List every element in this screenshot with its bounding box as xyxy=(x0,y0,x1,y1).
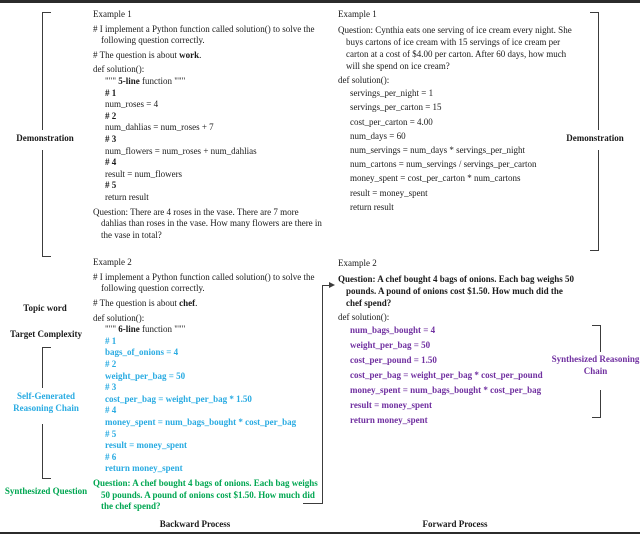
topic-suffix: . xyxy=(195,298,198,309)
code-line: return money_spent xyxy=(350,415,428,426)
demonstration-label-right: Demonstration xyxy=(551,133,639,145)
docstring-line xyxy=(93,324,323,336)
question-text: Question: A chef bought 4 bags of onions. Each bag weighs 50 pounds. A pound of onions cost $1.50. How much did the chef spend? xyxy=(338,273,575,308)
topic-comment xyxy=(93,298,323,310)
code-line: result = money_spent xyxy=(350,187,428,198)
code-line: cost_per_carton = 4.00 xyxy=(350,116,433,127)
forward-example-1 xyxy=(338,9,576,214)
bracket-synthesized-chain-right-lower xyxy=(592,390,601,418)
bracket-demonstration-right-upper xyxy=(590,12,599,130)
example-title: Example 1 xyxy=(338,9,377,19)
bracket-synthesized-chain-right-upper xyxy=(592,325,601,352)
code-line: num_cartons = num_servings / servings_per_carton xyxy=(350,159,537,170)
bracket-demonstration-left-upper xyxy=(42,12,51,130)
code-line: num_days = 60 xyxy=(350,130,406,141)
synthesized-reasoning-chain-label: Synthesized Reasoning Chain xyxy=(551,354,640,376)
topic-prefix: # The question is about xyxy=(93,49,180,60)
code-line: result = num_flowers xyxy=(105,168,183,179)
backward-example-2 xyxy=(93,257,323,512)
bracket-demonstration-right-lower xyxy=(590,150,599,251)
topic-word: work xyxy=(179,49,200,60)
code-line: servings_per_carton = 15 xyxy=(350,102,442,113)
question-text: Question: Cynthia eats one serving of ice cream every night. She buys cartons of ice cream with 15 servings of ice cream per carton at a cost of $4.00 per carton. After 60 days, how much will she spend on ice cream? xyxy=(338,24,572,71)
code-line: num_flowers = num_roses + num_dahlias xyxy=(105,145,257,156)
docstring-open: """ xyxy=(105,75,119,86)
code-line: weight_per_bag = 50 xyxy=(350,340,431,351)
def-solution-line: def solution(): xyxy=(93,64,145,75)
connector-line-vertical xyxy=(322,285,323,504)
code-line: servings_per_night = 1 xyxy=(350,88,434,99)
code-line: num_roses = 4 xyxy=(105,99,159,110)
code-line: # 2 xyxy=(105,110,117,121)
def-solution-line: def solution(): xyxy=(93,312,145,323)
code-line: cost_per_bag = weight_per_bag * cost_per_pound xyxy=(350,370,543,381)
synthesized-question-label: Synthesized Question xyxy=(1,486,91,498)
code-line: num_servings = num_days * servings_per_night xyxy=(350,145,526,155)
self-generated-reasoning-chain-code xyxy=(93,336,323,475)
line-count: 6-line xyxy=(118,324,140,335)
code-line: # 1 xyxy=(105,87,117,98)
code-line: cost_per_bag = weight_per_bag * 1.50 xyxy=(105,393,252,404)
code-line: # 5 xyxy=(105,428,117,439)
target-complexity-label: Target Complexity xyxy=(0,329,92,341)
topic-suffix: . xyxy=(199,49,202,60)
forward-example-2 xyxy=(338,258,576,428)
code-line: # 5 xyxy=(105,180,117,191)
bracket-reasoning-chain-left-lower xyxy=(42,424,51,479)
self-generated-reasoning-chain-label: Self-Generated Reasoning Chain xyxy=(0,391,92,414)
code-line: num_dahlias = num_roses + 7 xyxy=(105,122,214,133)
code-line: return result xyxy=(105,191,149,202)
topic-word-label: Topic word xyxy=(1,303,89,315)
code-line: # 4 xyxy=(105,157,117,168)
code-line: cost_per_pound = 1.50 xyxy=(350,355,437,366)
topic-comment xyxy=(93,50,323,62)
topic-prefix: # The question is about xyxy=(93,298,180,309)
code-line: money_spent = num_bags_bought * cost_per_bag xyxy=(105,417,297,427)
code-line: money_spent = num_bags_bought * cost_per_bag xyxy=(350,385,542,396)
code-line: bags_of_onions = 4 xyxy=(105,347,179,358)
docstring-open: """ xyxy=(105,324,119,335)
def-solution-line: def solution(): xyxy=(338,74,390,85)
bracket-reasoning-chain-left-upper xyxy=(42,347,51,388)
docstring-close: function """ xyxy=(139,324,186,335)
code-line: # 3 xyxy=(105,133,117,144)
implementation-comment: # I implement a Python function called solution() to solve the following question correctly. xyxy=(93,23,315,46)
arrow-right-icon xyxy=(329,282,335,288)
example-title: Example 1 xyxy=(93,9,132,19)
backward-process-caption: Backward Process xyxy=(159,519,231,529)
code-line: return money_spent xyxy=(105,463,183,474)
forward-process-caption: Forward Process xyxy=(422,519,488,529)
backward-example-1 xyxy=(93,9,323,241)
code-line: num_bags_bought = 4 xyxy=(350,325,436,336)
code-line: # 1 xyxy=(105,335,117,346)
line-count: 5-line xyxy=(118,75,140,86)
example-title: Example 2 xyxy=(93,257,132,268)
code-line: money_spent = cost_per_carton * num_cartons xyxy=(350,173,521,184)
code-line: return result xyxy=(350,201,394,212)
code-line: # 2 xyxy=(105,359,117,370)
code-line: # 6 xyxy=(105,451,117,462)
code-block xyxy=(338,86,576,214)
bracket-demonstration-left-lower xyxy=(42,150,51,257)
code-line: # 4 xyxy=(105,405,117,416)
backward-process-column xyxy=(93,9,323,513)
demonstration-label-left: Demonstration xyxy=(1,133,89,145)
example-title: Example 2 xyxy=(338,258,377,269)
code-line: result = money_spent xyxy=(105,440,187,451)
topic-word: chef xyxy=(179,298,196,309)
code-block xyxy=(93,88,323,204)
synthesized-reasoning-chain-code xyxy=(338,323,576,428)
docstring-close: function """ xyxy=(139,75,186,86)
forward-process-column xyxy=(338,9,576,428)
synthesized-question-text: Question: A chef bought 4 bags of onions. Each bag weighs 50 pounds. A pound of onions cost $1.50. How much did the chef spend? xyxy=(93,477,318,512)
docstring-line xyxy=(93,76,323,88)
question-text: Question: There are 4 roses in the vase. There are 7 more dahlias than roses in the vase. How many flowers are there in the vase in total? xyxy=(93,206,322,240)
code-line: result = money_spent xyxy=(350,400,432,411)
def-solution-line: def solution(): xyxy=(338,311,390,322)
figure-top-border xyxy=(0,0,640,3)
connector-line-bottom xyxy=(303,503,323,504)
code-line: weight_per_bag = 50 xyxy=(105,370,186,381)
code-line: # 3 xyxy=(105,382,117,393)
implementation-comment: # I implement a Python function called solution() to solve the following question correctly. xyxy=(93,271,315,294)
